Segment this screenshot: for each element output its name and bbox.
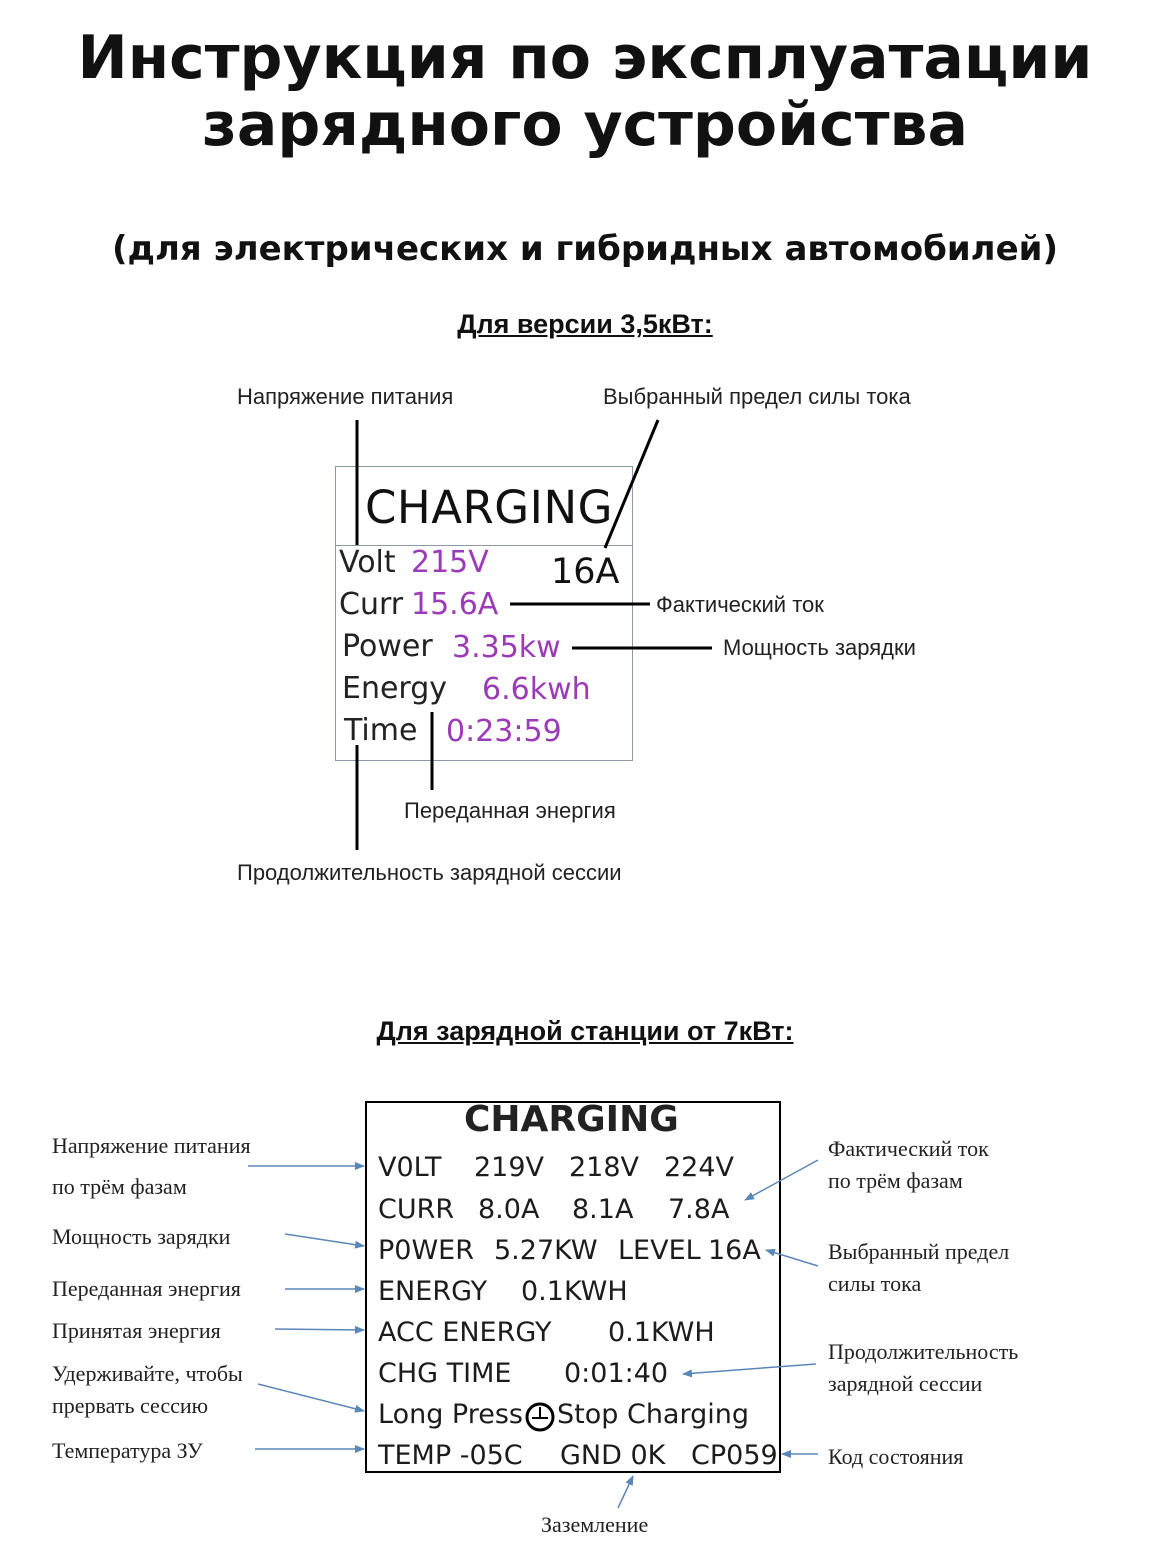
label2-power: Мощность зарядки (52, 1224, 231, 1249)
section1-heading: Для версии 3,5кВт: (457, 309, 713, 339)
label-actual-current: Фактический ток (656, 592, 824, 617)
label-energy-delivered: Переданная энергия (404, 798, 616, 823)
display2-temp: TEMP -05C (378, 1440, 523, 1471)
label2-state-code: Код состояния (828, 1444, 964, 1469)
label2-hold-line1: Удерживайте, чтобы (52, 1361, 243, 1386)
arrow-hold (258, 1384, 364, 1411)
display1-curr-key: Curr (339, 587, 404, 622)
display2-callout-arrows (0, 1080, 1170, 1550)
display2-energy-value: 0.1KWH (521, 1276, 628, 1307)
arrow-ground (618, 1476, 633, 1508)
label2-energy: Переданная энергия (52, 1276, 241, 1301)
display2-curr-phase1: 8.0A (478, 1194, 540, 1225)
arrow-acc-energy (275, 1329, 364, 1330)
label2-temp: Температура ЗУ (52, 1438, 203, 1463)
page-title-line2: зарядного устройства (202, 90, 968, 160)
label2-ground: Заземление (541, 1512, 649, 1537)
label2-limit-line2: силы тока (828, 1271, 922, 1296)
label2-current-line2: по трём фазам (828, 1168, 963, 1193)
label-charging-power: Мощность зарядки (723, 635, 916, 660)
display1-energy-key: Energy (342, 671, 448, 706)
display2-gnd: GND 0K (560, 1440, 666, 1471)
display2-curr-phase3: 7.8A (668, 1194, 730, 1225)
display2-energy-key: ENERGY (378, 1276, 488, 1307)
display2-volt-phase1: 219V (474, 1152, 545, 1183)
display2-level-key: LEVEL (618, 1235, 701, 1266)
label2-hold-line2: прервать сессию (52, 1393, 209, 1418)
page-subtitle: (для электрических и гибридных автомобилей) (111, 229, 1059, 269)
display2-curr-phase2: 8.1A (572, 1194, 634, 1225)
display2-acc-energy-value: 0.1KWH (608, 1317, 715, 1348)
display1-volt-value: 215V (411, 545, 489, 580)
display1-energy-value: 6.6kwh (482, 672, 591, 707)
arrow-duration (683, 1364, 816, 1374)
section2-heading: Для зарядной станции от 7кВт: (376, 1016, 794, 1046)
arrow-power (285, 1234, 364, 1246)
display1-time-key: Time (344, 713, 418, 748)
page-title-line1: Инструкция по эксплуатации (77, 23, 1093, 93)
arrow-current (745, 1160, 818, 1200)
label2-duration-line2: зарядной сессии (828, 1371, 983, 1396)
display2-chg-time-value: 0:01:40 (564, 1358, 669, 1389)
label2-acc-energy: Принятая энергия (52, 1318, 221, 1343)
display2-acc-energy-key: ACC ENERGY (378, 1317, 552, 1348)
display2-title: CHARGING (464, 1099, 679, 1140)
line-current-limit (605, 420, 658, 548)
display2-chg-time-key: CHG TIME (378, 1358, 512, 1389)
label-session-duration: Продолжительность зарядной сессии (237, 860, 622, 885)
display2-volt-key: V0LT (378, 1152, 442, 1183)
display1-curr-value: 15.6A (411, 587, 499, 622)
label-supply-voltage: Напряжение питания (237, 384, 454, 409)
label-current-limit: Выбранный предел силы тока (603, 384, 911, 409)
display2-power-value: 5.27KW (494, 1235, 598, 1266)
label2-voltage-line1: Напряжение питания (52, 1133, 251, 1158)
display1-volt-key: Volt (339, 545, 396, 580)
display1-current-limit: 16A (551, 552, 620, 592)
display2-level-value: 16A (708, 1235, 761, 1266)
display2-volt-phase2: 218V (569, 1152, 640, 1183)
display2-long-press: Long Press (378, 1399, 523, 1430)
display1-title: CHARGING (365, 481, 613, 534)
display2-volt-phase3: 224V (664, 1152, 735, 1183)
label2-duration-line1: Продолжительность (828, 1339, 1019, 1364)
display1-time-value: 0:23:59 (446, 714, 562, 749)
display2-power-key: P0WER (378, 1235, 474, 1266)
label2-voltage-line2: по трём фазам (52, 1174, 187, 1199)
display2-stop-charging: Stop Charging (557, 1399, 749, 1430)
display1-power-value: 3.35kw (452, 630, 561, 665)
label2-limit-line1: Выбранный предел (828, 1239, 1010, 1264)
label2-current-line1: Фактический ток (828, 1136, 989, 1161)
arrow-limit (766, 1250, 818, 1266)
display2-curr-key: CURR (378, 1194, 455, 1225)
display1-power-key: Power (342, 629, 433, 664)
display2-cp-code: CP059 (691, 1440, 778, 1471)
